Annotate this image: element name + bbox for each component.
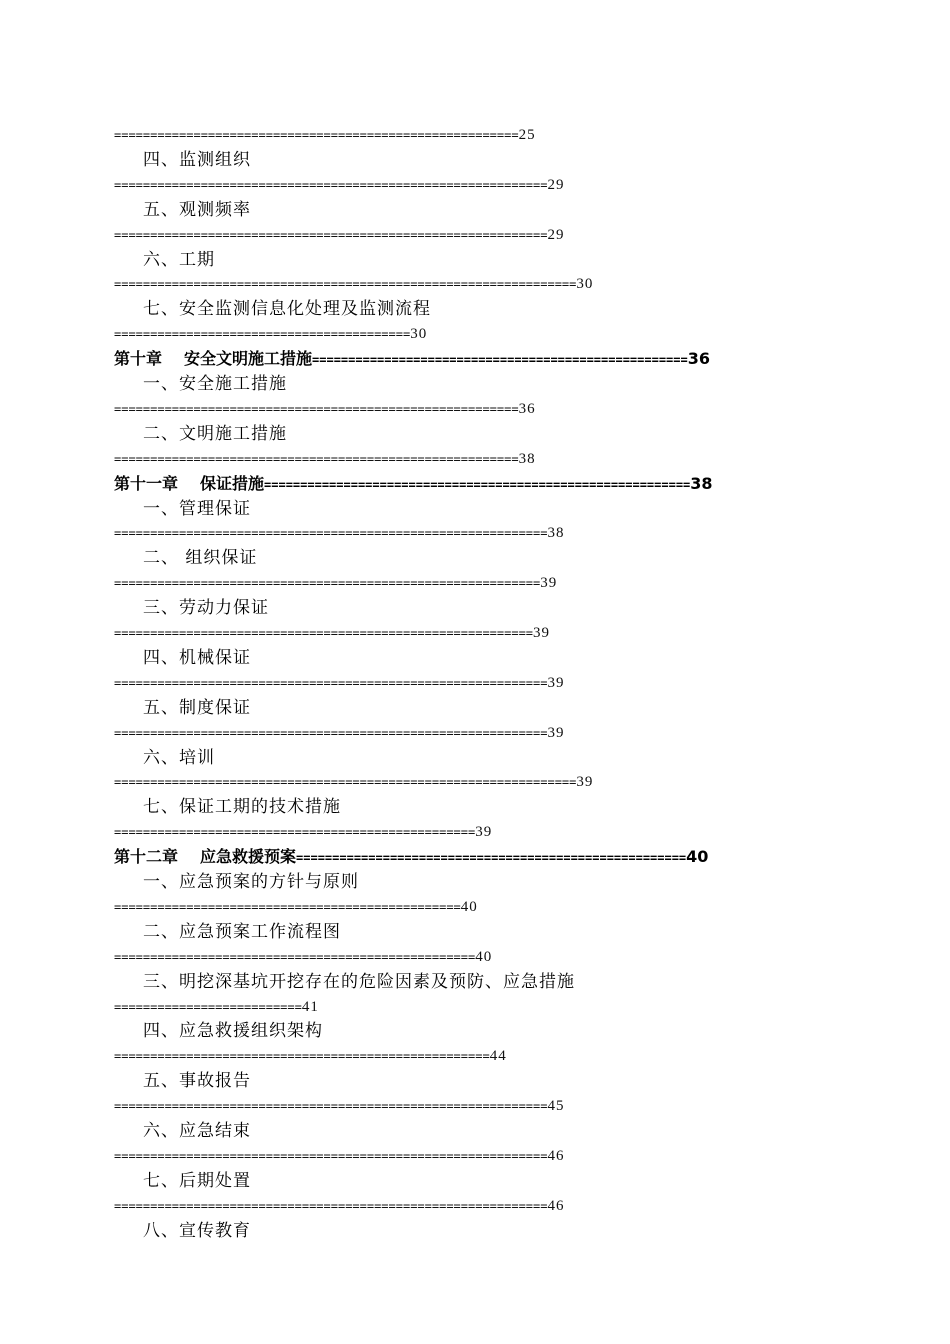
toc-leader: ================================================== (114, 825, 476, 840)
toc-leader: ============================================================ (114, 1148, 548, 1163)
toc-leader: ================================================ (114, 899, 461, 914)
toc-leader-line[interactable] (114, 623, 550, 643)
toc-page-number: 46 (547, 1147, 565, 1164)
toc-leader: ========================== (114, 999, 302, 1014)
toc-page-number: 25 (518, 127, 536, 143)
toc-section-title: 六、工期 (143, 249, 215, 270)
toc-page-number: 38 (518, 450, 536, 467)
toc-chapter-label: 第十二章 (114, 847, 179, 867)
toc-section-entry[interactable] (143, 299, 431, 319)
toc-leader: ================================================================ (114, 775, 577, 790)
toc-section-title: 二、应急预案工作流程图 (143, 921, 341, 942)
toc-page-number: 46 (547, 1197, 565, 1214)
toc-leader-line[interactable] (114, 274, 593, 294)
toc-section-title: 八、宣传教育 (143, 1220, 251, 1241)
toc-section-entry[interactable] (143, 922, 341, 942)
toc-leader: ==================================================== (114, 1049, 490, 1064)
toc-section-entry[interactable] (143, 648, 251, 668)
toc-page-number: 30 (410, 326, 428, 343)
toc-section-title: 七、后期处置 (143, 1170, 251, 1191)
toc-section-title: 一、安全施工措施 (143, 374, 287, 394)
toc-leader-line[interactable] (114, 225, 564, 245)
toc-page-number: 29 (547, 226, 565, 243)
toc-section-title: 三、劳动力保证 (143, 598, 269, 619)
toc-leader: ============================================================ (114, 526, 548, 541)
toc-leader: ======================================================== (114, 401, 519, 416)
toc-section-title: 一、应急预案的方针与原则 (143, 872, 359, 892)
toc-leader: ========================================= (114, 327, 411, 342)
toc-page-number: 40 (460, 898, 478, 915)
toc-section-title: 二、文明施工措施 (143, 423, 287, 444)
toc-page-number: 39 (475, 824, 493, 841)
toc-leader: ============================================================ (114, 1198, 548, 1213)
toc-leader-line[interactable] (114, 723, 564, 743)
toc-section-title: 一、管理保证 (143, 498, 251, 519)
toc-section-entry[interactable] (143, 1171, 251, 1191)
toc-page-number: 30 (576, 276, 594, 293)
toc-page-number: 40 (686, 847, 709, 867)
toc-section-title: 四、机械保证 (143, 647, 251, 668)
toc-chapter-entry[interactable] (114, 474, 713, 495)
toc-section-title: 五、事故报告 (143, 1071, 251, 1092)
toc-page-number: 40 (475, 948, 493, 965)
toc-page-number: 36 (518, 400, 536, 417)
toc-leader: =========================================================== (114, 576, 541, 591)
toc-section-entry[interactable] (143, 250, 215, 270)
toc-section-entry[interactable] (143, 748, 215, 768)
toc-page-number: 36 (687, 349, 710, 369)
toc-section-title: 三、明挖深基坑开挖存在的危险因素及预防、应急措施 (143, 971, 575, 992)
toc-leader-line[interactable] (114, 523, 564, 543)
toc-leader: ============================================================ (114, 1099, 548, 1114)
toc-section-entry[interactable] (143, 548, 257, 568)
toc-leader: ============================================================ (114, 177, 548, 192)
toc-section-entry[interactable] (143, 374, 287, 394)
toc-page-number: 45 (547, 1098, 565, 1115)
toc-section-entry[interactable] (143, 424, 287, 444)
toc-section-entry[interactable] (143, 1121, 251, 1141)
toc-page-number: 38 (690, 473, 713, 493)
toc-chapter-title: 安全文明施工措施 (184, 349, 313, 369)
toc-section-title: 六、应急结束 (143, 1121, 251, 1141)
toc-section-entry[interactable] (143, 200, 251, 220)
toc-leader-line[interactable] (114, 399, 536, 419)
toc-leader-line[interactable] (114, 1146, 564, 1166)
toc-section-title: 六、培训 (143, 747, 215, 768)
toc-leader-line[interactable] (114, 897, 478, 917)
toc-page-number: 39 (533, 625, 551, 641)
toc-leader: ======================================================== (114, 451, 519, 466)
toc-leader: ============================================================ (114, 227, 548, 242)
toc-leader-line[interactable] (114, 125, 536, 145)
toc-section-title: 四、监测组织 (143, 149, 251, 170)
toc-section-entry[interactable] (143, 598, 269, 618)
toc-leader-line[interactable] (114, 449, 536, 469)
toc-section-entry[interactable] (143, 797, 341, 817)
toc-page-number: 39 (576, 774, 594, 791)
toc-leader-line[interactable] (114, 822, 492, 842)
toc-page-number: 39 (540, 575, 558, 592)
toc-leader-line[interactable] (114, 947, 492, 967)
toc-section-title: 四、应急救援组织架构 (143, 1021, 323, 1042)
toc-leader-line[interactable] (114, 1046, 507, 1066)
toc-leader: ====================================================== (296, 851, 687, 866)
toc-section-title: 五、制度保证 (143, 697, 251, 718)
toc-leader-line[interactable] (114, 1096, 564, 1116)
toc-section-entry[interactable] (143, 1021, 323, 1041)
toc-page-number: 29 (547, 176, 565, 193)
toc-section-entry[interactable] (143, 1221, 251, 1241)
toc-section-entry[interactable] (143, 499, 251, 519)
toc-leader-line[interactable] (114, 772, 593, 792)
toc-page-number: 41 (301, 998, 319, 1015)
toc-section-entry[interactable] (143, 698, 251, 718)
toc-leader-line[interactable] (114, 175, 564, 195)
toc-section-title: 五、观测频率 (143, 199, 251, 220)
toc-leader: ============================================================ (114, 725, 548, 740)
toc-page-number: 39 (547, 674, 565, 691)
toc-section-entry[interactable] (143, 1071, 251, 1091)
toc-leader-line[interactable] (114, 324, 427, 344)
toc-chapter-entry[interactable] (114, 847, 708, 868)
toc-page-number: 39 (547, 724, 565, 741)
toc-section-entry[interactable] (143, 150, 251, 170)
toc-chapter-title: 保证措施 (200, 473, 265, 493)
toc-leader: ==================================================== (312, 353, 688, 368)
toc-leader-line[interactable] (114, 573, 557, 593)
toc-section-entry[interactable] (143, 872, 359, 892)
toc-leader: ================================================================ (114, 277, 577, 292)
toc-leader: ================================================== (114, 949, 476, 964)
toc-leader-line[interactable] (114, 673, 564, 693)
toc-chapter-label: 第十章 (114, 349, 163, 369)
toc-section-title: 二、 组织保证 (143, 548, 258, 569)
toc-leader-line[interactable] (114, 997, 319, 1017)
toc-chapter-label: 第十一章 (114, 473, 179, 493)
toc-leader: ======================================================== (114, 128, 519, 142)
toc-section-entry[interactable] (143, 972, 575, 992)
toc-leader: ============================================================ (114, 675, 548, 690)
toc-page-number: 44 (489, 1048, 507, 1065)
toc-page-number: 38 (547, 525, 565, 542)
toc-leader: ========================================================== (114, 626, 534, 640)
toc-leader-line[interactable] (114, 1196, 564, 1216)
toc-section-title: 七、保证工期的技术措施 (143, 797, 341, 818)
toc-section-title: 七、安全监测信息化处理及监测流程 (143, 299, 431, 320)
toc-leader: =========================================================== (264, 477, 691, 492)
toc-chapter-entry[interactable] (114, 349, 710, 370)
toc-chapter-title: 应急救援预案 (200, 847, 297, 867)
